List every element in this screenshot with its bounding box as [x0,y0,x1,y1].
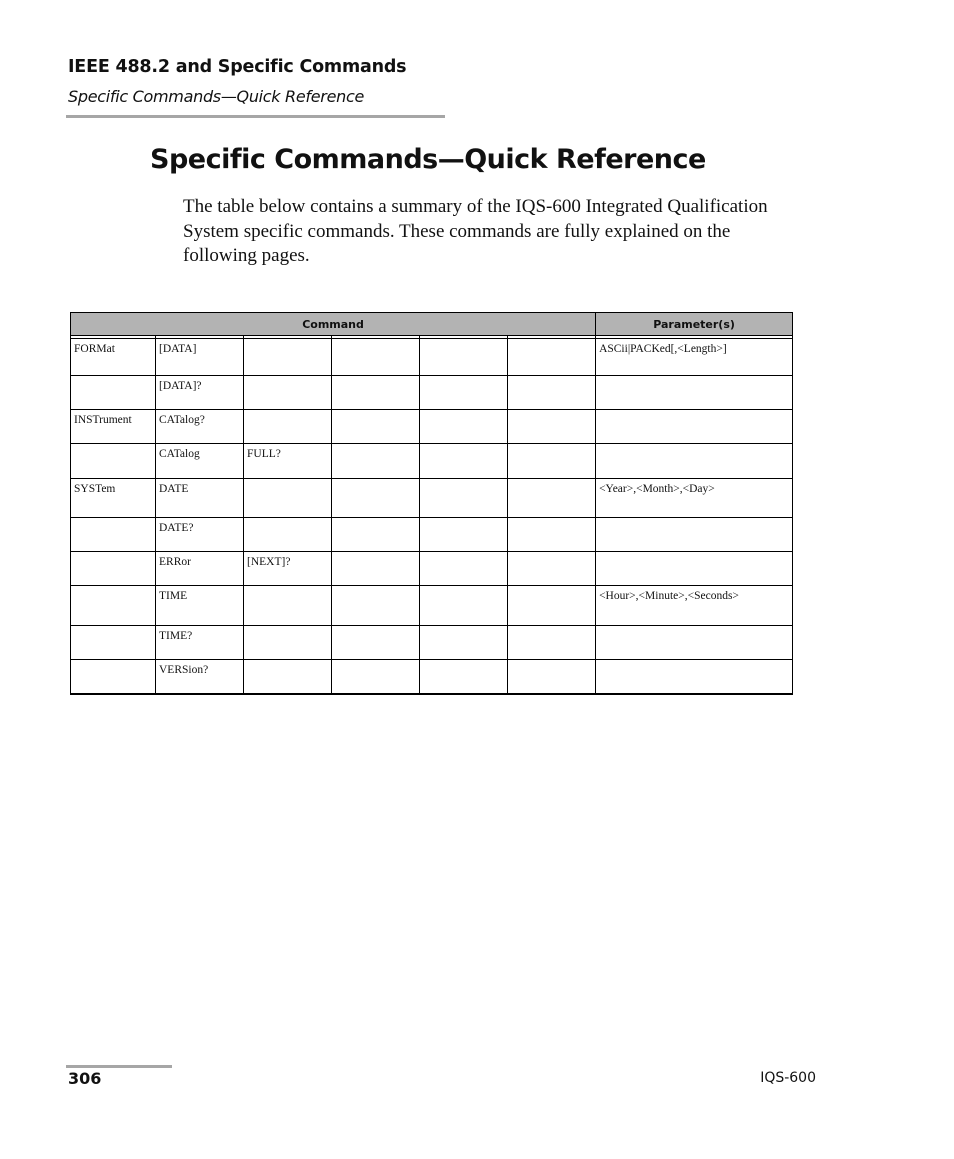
table-row [71,660,793,695]
table-row [71,626,793,660]
command-level-5-cell [420,444,508,479]
product-name: IQS-600 [760,1070,816,1086]
command-level-3-cell [244,518,332,552]
command-level-1-cell [71,444,156,479]
command-level-4-cell [332,376,420,410]
parameter-cell: <Year>,<Month>,<Day> [596,479,793,518]
command-level-5-cell [420,552,508,586]
table-row [71,339,793,376]
command-level-4-cell [332,552,420,586]
command-level-2-cell: ERRor [156,552,244,586]
parameter-cell [596,660,793,695]
command-level-6-cell [508,376,596,410]
command-level-3-cell: FULL? [244,444,332,479]
table-row [71,444,793,479]
parameter-cell [596,626,793,660]
command-level-4-cell [332,410,420,444]
parameter-cell [596,552,793,586]
parameter-cell [596,518,793,552]
command-level-3-cell [244,376,332,410]
command-level-3-cell [244,339,332,376]
command-level-2-cell: DATE [156,479,244,518]
command-level-4-cell [332,339,420,376]
command-level-6-cell [508,410,596,444]
command-level-4-cell [332,626,420,660]
command-level-6-cell [508,586,596,626]
command-level-2-cell: VERSion? [156,660,244,695]
command-level-6-cell [508,339,596,376]
command-header: Command [71,313,596,336]
command-level-1-cell: FORMat [71,339,156,376]
table-row [71,586,793,626]
page-number: 306 [68,1069,102,1088]
command-level-1-cell [71,552,156,586]
table-header-row [71,313,793,336]
command-level-1-cell: INSTrument [71,410,156,444]
command-level-4-cell [332,660,420,695]
footer-divider [66,1065,172,1068]
command-level-2-cell: TIME [156,586,244,626]
command-level-5-cell [420,660,508,695]
command-level-6-cell [508,552,596,586]
command-level-5-cell [420,376,508,410]
command-level-2-cell: CATalog [156,444,244,479]
command-level-6-cell [508,479,596,518]
command-level-3-cell: [NEXT]? [244,552,332,586]
command-level-5-cell [420,339,508,376]
command-level-6-cell [508,660,596,695]
command-level-6-cell [508,518,596,552]
command-level-5-cell [420,410,508,444]
command-level-3-cell [244,660,332,695]
command-level-6-cell [508,444,596,479]
parameter-cell: <Hour>,<Minute>,<Seconds> [596,586,793,626]
parameter-cell [596,376,793,410]
commands-table-body [71,336,793,695]
command-level-3-cell [244,586,332,626]
parameter-cell [596,444,793,479]
command-level-1-cell [71,586,156,626]
command-level-6-cell [508,626,596,660]
command-level-4-cell [332,444,420,479]
page-title: Specific Commands—Quick Reference [150,144,706,175]
table-row [71,410,793,444]
table-row [71,376,793,410]
commands-table [70,312,793,695]
command-level-1-cell [71,626,156,660]
command-level-4-cell [332,586,420,626]
command-level-4-cell [332,518,420,552]
command-level-3-cell [244,479,332,518]
command-level-1-cell: SYSTem [71,479,156,518]
parameters-header: Parameter(s) [596,313,793,336]
parameter-cell [596,410,793,444]
command-level-2-cell: TIME? [156,626,244,660]
command-level-5-cell [420,479,508,518]
command-level-4-cell [332,479,420,518]
table-row [71,518,793,552]
table-row [71,552,793,586]
command-level-1-cell [71,518,156,552]
section-header-title: IEEE 488.2 and Specific Commands [68,57,407,77]
command-level-3-cell [244,410,332,444]
command-level-2-cell: CATalog? [156,410,244,444]
parameter-cell: ASCii|PACKed[,<Length>] [596,339,793,376]
command-level-5-cell [420,626,508,660]
section-header-subtitle: Specific Commands—Quick Reference [68,87,364,106]
table-row [71,479,793,518]
command-level-2-cell: [DATA] [156,339,244,376]
header-divider [66,115,445,118]
command-level-2-cell: DATE? [156,518,244,552]
command-level-3-cell [244,626,332,660]
command-level-1-cell [71,376,156,410]
command-level-2-cell: [DATA]? [156,376,244,410]
command-level-5-cell [420,518,508,552]
command-level-5-cell [420,586,508,626]
command-level-1-cell [71,660,156,695]
intro-paragraph: The table below contains a summary of the IQS-600 Integrated Qualification System specific commands. These commands are fully explained on the following pages. [183,196,768,266]
